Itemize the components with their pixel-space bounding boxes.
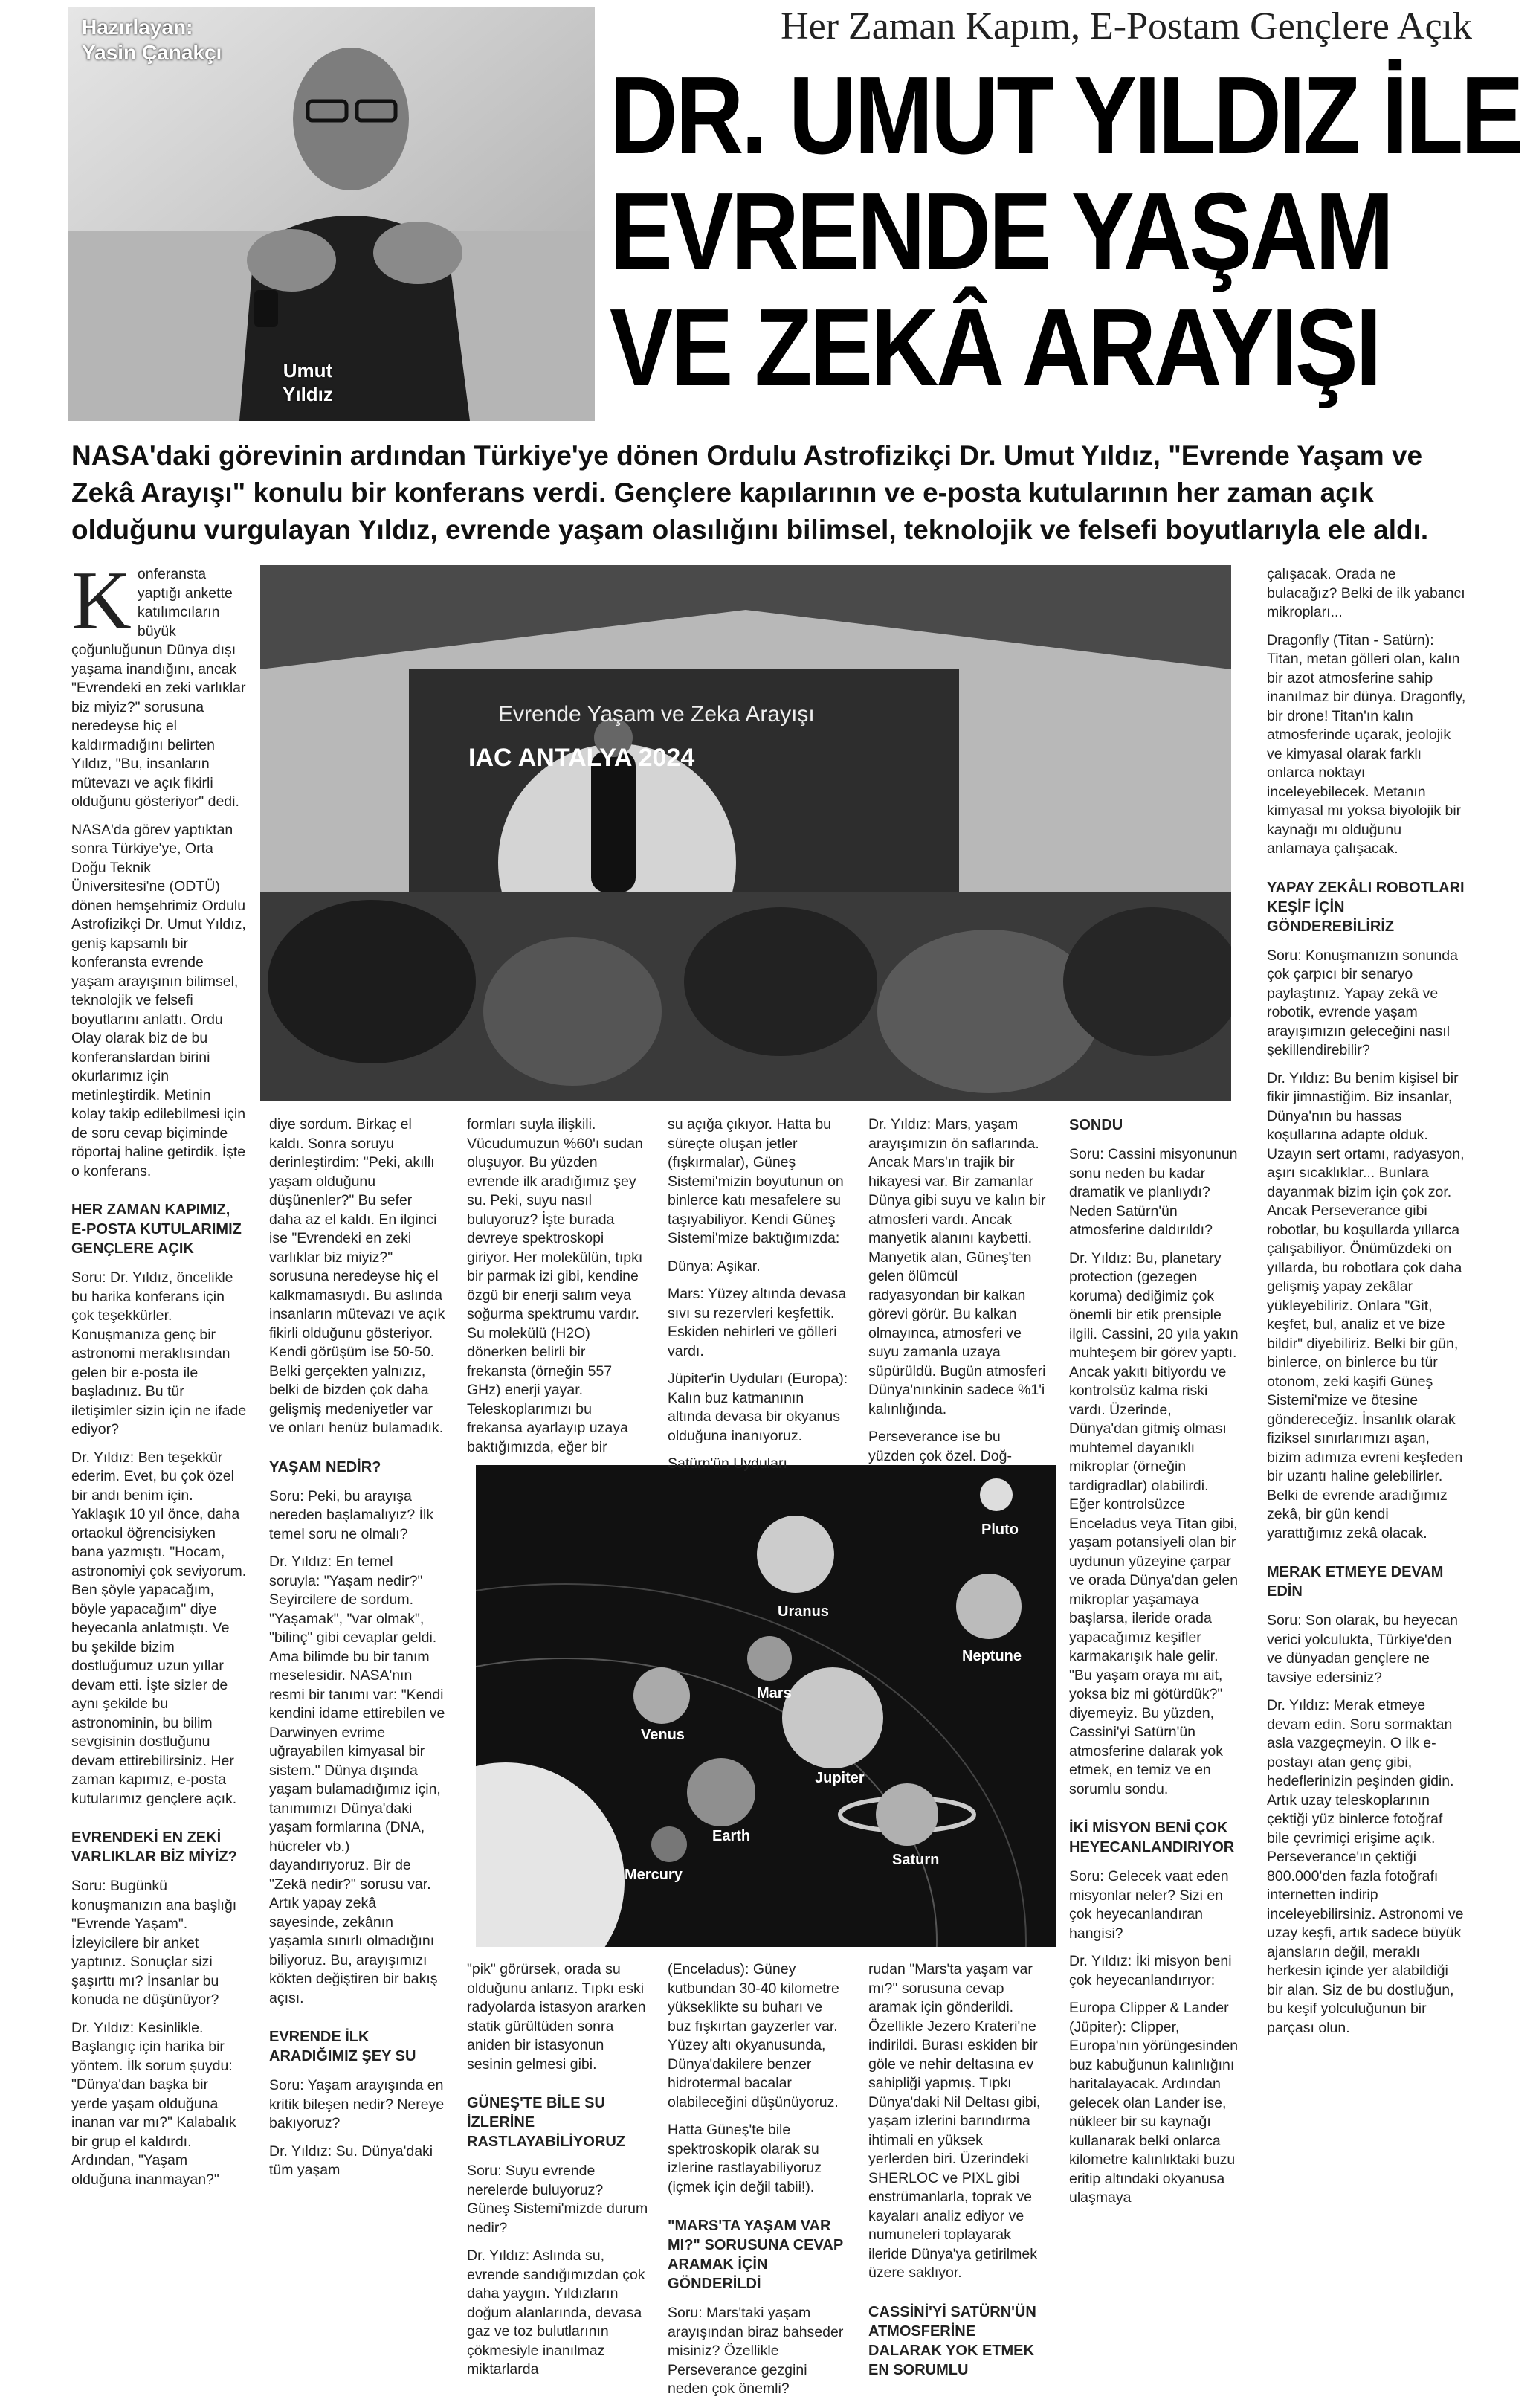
portrait-caption (283, 358, 333, 406)
label-earth: Earth (712, 1828, 751, 1844)
column-6 (1069, 1116, 1242, 2217)
column-1 (71, 555, 247, 2198)
paragraph: Dr. Yıldız: Kesinlikle. Başlangıç için harika bir yöntem. İlk sorum şuydu: "Dünya'dan başka bir yerde yaşam olduğuna inanan var mı?" Kalabalık bir grup el kaldırdı. Ardından, "Yaşam olduğuna inanmayan?" (71, 2019, 236, 2188)
intro-paragraph: Konferansta yaptığı ankette katılımcıların büyük çoğunluğunun Dünya dışı yaşama inandığını, ancak "Evrendeki en zeki varlıklar biz miyiz?" sorusuna neredeyse hiç el kaldırmadığını belirten Yıldız, "Bu, insanların mütevazı ve açık fikirli olduğunu gösteriyor" dedi. (71, 555, 246, 810)
solar-system-image (476, 1465, 1056, 1947)
headline-line-3: VE ZEKÂ ARAYIŞI (610, 286, 1380, 409)
paragraph: rudan "Mars'ta yaşam var mı?" sorusuna cevap aramak için gönderildi. Özellikle Jezero Krateri'ne indirildi. Burası eskiden bir göle ve nehir deltasına ev sahipliği yapmış. Tıpkı Dünya'daki Nil Deltası gibi, yaşam izlerini barındırma ihtimali en yüksek yerlerden biri. Üzerindeki SHERLOC ve PIXL gibi enstrümanlarla, toprak ve kayaları analiz ediyor ve numuneleri toplayarak ileride Dünya'ya getirilmek üzere saklıyor. (868, 1961, 1041, 2281)
subheading: YAŞAM NEDİR? (269, 1458, 381, 1475)
label-saturn: Saturn (892, 1852, 940, 1868)
column-3-bottom (467, 1960, 648, 2389)
paragraph: Perseverance ise bu yüzden çok özel. Doğ- (868, 1429, 1012, 1464)
column-7 (1267, 565, 1466, 2047)
paragraph: Soru: Yaşam arayışında en kritik bileşen nedir? Nereye bakıyoruz? (269, 2077, 445, 2131)
paragraph: formları suyla ilişkili. Vücudumuzun %60'ı sudan oluşuyor. Bu yüzden evrende ilk aradığımız şey su. Peki, suyu nasıl buluyoruz? İşte burada devreye spektroskopi giriyor. Her molekülün, tıpkı bir parmak izi gibi, kendine özgü bir enerji salım veya soğurma spektrumu vardır. Su molekülü (H2O) dönerken belirli bir frekansta (örneğin 557 GHz) enerji yayar. Teleskoplarımızı bu frekansa ayarlayıp uzaya baktığımızda, eğer bir (467, 1116, 643, 1455)
paragraph: çalışacak. Orada ne bulacağız? Belki de ilk yabancı mikropları... (1267, 566, 1465, 620)
planet-saturn (876, 1783, 938, 1846)
paragraph: Dr. Yıldız: Aslında su, evrende sandığımızdan çok daha yaygın. Yıldızların doğum alanlarında, devasa gaz ve toz bulutlarının çökmesiyle inanılmaz miktarlarda (467, 2247, 645, 2378)
column-4-top (668, 1116, 849, 1483)
paragraph: Soru: Peki, bu arayışa nereden başlamalıyız? İlk temel soru ne olmalı? (269, 1487, 434, 1542)
paragraph: Dr. Yıldız: İki misyon beni çok heyecanlandırıyor: (1069, 1953, 1232, 1989)
conference-photo (260, 565, 1231, 1101)
planet-jupiter (782, 1667, 883, 1768)
paragraph: Europa Clipper & Lander (Jüpiter): Clipper, Europa'nın yörüngesinden buz kabuğunun kalınlığını haritalayacak. Ardından gelecek olan Lander ise, nükleer bir su kaynağı kullanarak belki onlarca kilometre kalınlıktaki buzu eritip altındaki okyanusa ulaşmaya (1069, 2000, 1239, 2206)
paragraph: diye sordum. Birkaç el kaldı. Sonra soruyu derinleştirdim: "Peki, akıllı yaşam olduğunu düşünenler?" Bu sefer daha az el kaldı. En ilginci ise "Evrendeki en zeki varlıklar biz miyiz?" sorusuna neredeyse hiç el kalkmamasıydı. Bu aslında insanların mütevazı ve açık fikirli olduğunu gösteriyor. Kendi görüşüm ise 50-50. Belki gerçekten yalnızız, belki de bizden çok daha gelişmiş medeniyetler var ve onları henüz bulamadık. (269, 1116, 445, 1436)
paragraph: su açığa çıkıyor. Hatta bu süreçte oluşan jetler (fışkırmalar), Güneş Sistemi'mizin boyutunun on binlerce katı mesafelere su taşıyabiliyor. Kendi Güneş Sistemi'mize baktığımızda: (668, 1116, 844, 1246)
paragraph: Soru: Son olarak, bu heyecan verici yolculukta, Türkiye'den ve dünyadan gençlere ne tavsiye edersiniz? (1267, 1612, 1458, 1686)
lead-paragraph: NASA'daki görevinin ardından Türkiye'ye dönen Ordulu Astrofizikçi Dr. Umut Yıldız, "Evrende Yaşam ve Zekâ Arayışı" konulu bir konferans verdi. Gençlere kapılarının ve e-posta kutularının her zaman açık olduğunu vurgulayan Yıldız, evrende yaşam olasılığını bilimsel, teknolojik ve felsefi boyutlarıyla ele aldı. (71, 440, 1429, 545)
portrait-caption-last: Yıldız (283, 383, 333, 405)
subheading: MERAK ETMEYE DEVAM EDİN (1267, 1564, 1444, 1600)
paragraph: NASA'da görev yaptıktan sonra Türkiye'ye, Orta Doğu Teknik Üniversitesi'ne (ODTÜ) dönen hemşehrimiz Ordulu Astrofizikçi Dr. Umut Yıldız, geniş kapsamlı bir konferansta evrende yaşam arayışının bilimsel, teknolojik ve felsefi boyutlarını anlattı. Ordu Olay olarak biz de bu konferanslardan birini okurlarımız için metinleştirdik. Metinin kolay takip edilebilmesi için de soru cevap biçiminde röportaj haline getirdik. İşte o konferans. (71, 821, 246, 1179)
paragraph: Soru: Mars'taki yaşam arayışından biraz bahseder misiniz? Özellikle Perseverance gezgini neden çok önemli? (668, 2305, 844, 2397)
conference-illustration (260, 565, 1231, 1101)
paragraph: Dr. Yıldız: Bu, planetary protection (gezegen koruma) dediğimiz çok önemli bir etik prensiple ilgili. Cassini, 20 yıla yakın muhteşem bir görev yaptı. Ancak yakıtı bitiyordu ve kontrolsüz kalma riski vardı. Üzerinde, Dünya'dan gitmiş olması muhtemel dayanıklı mikroplar (örneğin tardigradlar) olabilirdi. Eğer kontrolsüzce Enceladus veya Titan gibi, yaşam potansiyeli olan bir uydunun yüzeyine çarpar ve orada Dünya'dan gelen mikroplar yaşamaya başlarsa, ileride orada yapacağımız keşifler karmakarışık hale gelir. "Bu yaşam oraya mı ait, yoksa biz mi götürdük?" diyemeyiz. Bu yüzden, Cassini'yi Satürn'ün atmosferine dalarak yok etmek, en temiz ve en sorumlu sondu. (1069, 1249, 1239, 1797)
headline-line-2: EVRENDE YAŞAM (610, 170, 1392, 293)
subheading: YAPAY ZEKÂLI ROBOTLARI KEŞİF İÇİN GÖNDEREBİLİRİZ (1267, 879, 1465, 935)
column-4-bottom (668, 1960, 849, 2408)
paragraph: "pik" görürsek, orada su olduğunu anlarız. Tıpkı eski radyolarda istasyon ararken statik gürültüden sonra aniden bir istasyonun sesinin gelmesi gibi. (467, 1961, 646, 2073)
banner-logo: IAC ANTALYA 2024 (468, 744, 695, 772)
paragraph: Dr. Yıldız: Su. Dünya'daki tüm yaşam (269, 2143, 433, 2178)
paragraph: Dr. Yıldız: Merak etmeye devam edin. Soru sormaktan asla vazgeçmeyin. O ilk e-postayı atan genç gibi, hedeflerinizin peşinden gidin. Artık uzay teleskoplarının çektiği yüz binlerce fotoğraf bile çevrimiçi erişime açık. Perseverance'ın çektiği 800.000'den fazla fotoğrafı internetten indirip inceleyebilirsiniz. Astronomi ve uzay keşfi, artık sadece büyük ajansların değil, meraklı herkesin içinde yer alabildiği bir alan. Siz de bu dostluğun, bu keşif yolculuğunun bir parçası olun. (1267, 1697, 1464, 2036)
label-neptune: Neptune (962, 1648, 1022, 1664)
drop-cap: K (71, 555, 132, 647)
column-3-top (467, 1116, 648, 1466)
paragraph: Soru: Suyu evrende nerelerde buluyoruz? Güneş Sistemi'mizde durum nedir? (467, 2163, 648, 2236)
paragraph: Soru: Bugünkü konuşmanızın ana başlığı "Evrende Yaşam". İzleyicilere bir anket yaptınız. Sonuçlar sizi şaşırttı mı? İnsanlar bu konuda ne düşünüyor? (71, 1878, 237, 2008)
paragraph: Satürn'ün Uyduları (668, 1455, 787, 1472)
paragraph: Soru: Gelecek vaat eden misyonlar neler? Sizi en çok heyecanlandıran hangisi? (1069, 1868, 1229, 1942)
subheading: HER ZAMAN KAPIMIZ, E-POSTA KUTULARIMIZ GENÇLERE AÇIK (71, 1202, 242, 1257)
paragraph: Dünya: Aşikar. (668, 1258, 761, 1275)
kicker: Her Zaman Kapım, E-Postam Gençlere Açık (781, 5, 1472, 48)
label-uranus: Uranus (778, 1603, 829, 1620)
solar-system-illustration (476, 1465, 1056, 1947)
paragraph: Dragonfly (Titan - Satürn): Titan, metan gölleri olan, kalın bir azot atmosferine sahip inanılmaz bir dünya. Dragonfly, bir drone! Titan'ın kalın atmosferinde uçarak, jeolojik ve kimyasal olarak farklı onlarca noktayı inceleyebilecek. Metanın kimyasal mı yoksa biyolojik bir kaynağı mı olduğunu anlamaya çalışacak. (1267, 631, 1466, 857)
subheading: CASSİNİ'Yİ SATÜRN'ÜN ATMOSFERİNE DALARAK YOK ETMEK EN SORUMLU (868, 2303, 1036, 2378)
headline (610, 54, 1522, 409)
paragraph: Dr. Yıldız: En temel soruyla: "Yaşam nedir?" Seyircilere de sordum. "Yaşamak", "var olmak", "bilinç" gibi cevaplar geldi. Ama bilimde bu bir tanım meselesidir. NASA'nın resmi bir tanımı var: "Kendi kendini idame ettirebilen ve Darwinyen evrime uğrayabilen kimyasal bir sistem." Dünya dışında yaşam bulamadığımız için, tanımımızı Dünya'daki yaşam formlarına (DNA, hücreler vb.) dayandırıyoruz. Bir de "Zekâ nedir?" sorusu var. Artık yapay zekâ sayesinde, zekânın yaşamla sınırlı olmadığını biliyoruz. Bu, arayışımızı kökten değiştiren bir bakış açısı. (269, 1554, 445, 2006)
planet-earth (687, 1758, 755, 1826)
paragraph: Jüpiter'in Uyduları (Europa): Kalın buz katmanının altında devasa bir okyanus olduğuna inanıyoruz. (668, 1371, 848, 1444)
paragraph: Dr. Yıldız: Ben teşekkür ederim. Evet, bu çok özel bir andı benim için. Yaklaşık 10 yıl önce, daha ortaokul öğrencisiyken bana yazmıştı. "Hocam, astronomiyi çok seviyorum. Ben şöyle yapacağım, böyle yapacağım" diye heyecanla anlatmıştı. Ve bu şekilde bizim dostluğumuz uzun yıllar devam etti. İşte sizler de aynı şekilde bu astronominin, bu bilim sevgisinin dostluğunu devam ettirebilirsiniz. Her zaman kapımız, e-posta kutularımız gençlere açık. (71, 1449, 247, 1807)
paragraph: (Enceladus): Güney kutbundan 30-40 kilometre yükseklikte su buharı ve buz fışkırtan gayzerler var. Yüzey altı okyanusunda, Dünya'dakilere benzer hidrotermal bacalar olabileceğini düşünüyoruz. (668, 1961, 839, 2111)
paragraph: Soru: Cassini misyonunun sonu neden bu kadar dramatik ve planlıydı? Neden Satürn'ün atmosferine daldırıldı? (1069, 1146, 1238, 1238)
subheading: "MARS'TA YAŞAM VAR MI?" SORUSUNA CEVAP ARAMAK İÇİN GÖNDERİLDİ (668, 2218, 843, 2292)
label-mars: Mars (757, 1685, 792, 1702)
label-venus: Venus (641, 1727, 685, 1743)
planet-pluto (980, 1478, 1013, 1511)
byline-name: Yasin Çanakçı (82, 41, 222, 64)
paragraph: Dr. Yıldız: Mars, yaşam arayışımızın ön saflarında. Ancak Mars'ın trajik bir hikayesi var. Bir zamanlar Dünya gibi suyu ve kalın bir atmosferi vardı. Ancak manyetik alanını kaybetti. Manyetik alan, Güneş'ten gelen ölümcül radyasyondan bir kalkan görevi görür. Bu kalkan olmayınca, atmosferi ve suyu zamanla uzaya süpürüldü. Bugün atmosferi Dünya'nınkinin sadece %1'i kalınlığında. (868, 1116, 1046, 1417)
label-jupiter: Jupiter (815, 1770, 865, 1786)
byline-label: Hazırlayan: (82, 16, 193, 39)
subheading: EVRENDEKİ EN ZEKİ VARLIKLAR BİZ MİYİZ? (71, 1829, 237, 1865)
paragraph: Soru: Dr. Yıldız, öncelikle bu harika konferans için çok teşekkürler. Konuşmanıza genç bir astronomi meraklısından gelen bir e-posta ile başladınız. Bu tür iletişimler sizin için ne ifade ediyor? (71, 1269, 247, 1438)
planet-venus (633, 1667, 690, 1724)
column-5-top (868, 1116, 1047, 1475)
planet-uranus (757, 1516, 834, 1593)
planet-mars (747, 1636, 792, 1681)
banner-title: Evrende Yaşam ve Zeka Arayışı (498, 702, 815, 727)
column-2 (269, 1116, 448, 2189)
byline (82, 15, 222, 65)
headline-line-1: DR. UMUT YILDIZ İLE (610, 54, 1522, 177)
paragraph: Mars: Yüzey altında devasa sıvı su rezervleri keşfettik. Eskiden nehirleri ve gölleri vardı. (668, 1286, 847, 1359)
subheading: İKİ MİSYON BENİ ÇOK HEYECANLANDIRIYOR (1069, 1820, 1235, 1855)
subheading-continued: SONDU (1069, 1117, 1123, 1133)
label-pluto: Pluto (981, 1522, 1019, 1538)
paragraph: Dr. Yıldız: Bu benim kişisel bir fikir jimnastiğim. Biz insanlar, Dünya'nın bu hassas koşullarına adapte olduk. Uzayın sert ortamı, radyasyon, aşırı sıcaklıklar... Bunlara dayanmak bizim için çok zor. Ancak Perseverance gibi robotlar, bu koşullarda yıllarca çalışabiliyor. Önümüzdeki on yıllarda, bu robotlara çok daha gelişmiş yapay zekâlar yükleyebiliriz. Onlara "Git, keşfet, bul, analiz et ve bize bildir" diyebiliriz. Belki bir gün, binlerce, on binlerce bu tür otonom, zeki kaşifi Güneş Sistemi'mize ve ötesine göndereceğiz. İnsanlık olarak fiziksel sınırlarımızı aşan, bizim adımıza evreni keşfeden bir uzantı haline gelebilirler. Belki de evrende aradığımız zekâ, bir gün kendi yarattığımız zekâ olacak. (1267, 1069, 1465, 1542)
planet-neptune (956, 1574, 1022, 1639)
subheading: EVRENDE İLK ARADIĞIMIZ ŞEY SU (269, 2029, 416, 2064)
paragraph: Soru: Konuşmanızın sonunda çok çarpıcı bir senaryo paylaştınız. Yapay zekâ ve robotik, evrende yaşam arayışımızın geleceğini nasıl şekillendirebilir? (1267, 947, 1458, 1058)
portrait-caption-first: Umut (283, 359, 333, 382)
paragraph: Hatta Güneş'te bile spektroskopik olarak su izlerine rastlayabiliyoruz (içmek için değil tabii!). (668, 2122, 822, 2195)
label-mercury: Mercury (625, 1867, 683, 1883)
column-5-bottom (868, 1960, 1047, 2390)
planet-mercury (651, 1826, 687, 1862)
subheading: GÜNEŞ'TE BİLE SU İZLERİNE RASTLAYABİLİYORUZ (467, 2095, 625, 2150)
